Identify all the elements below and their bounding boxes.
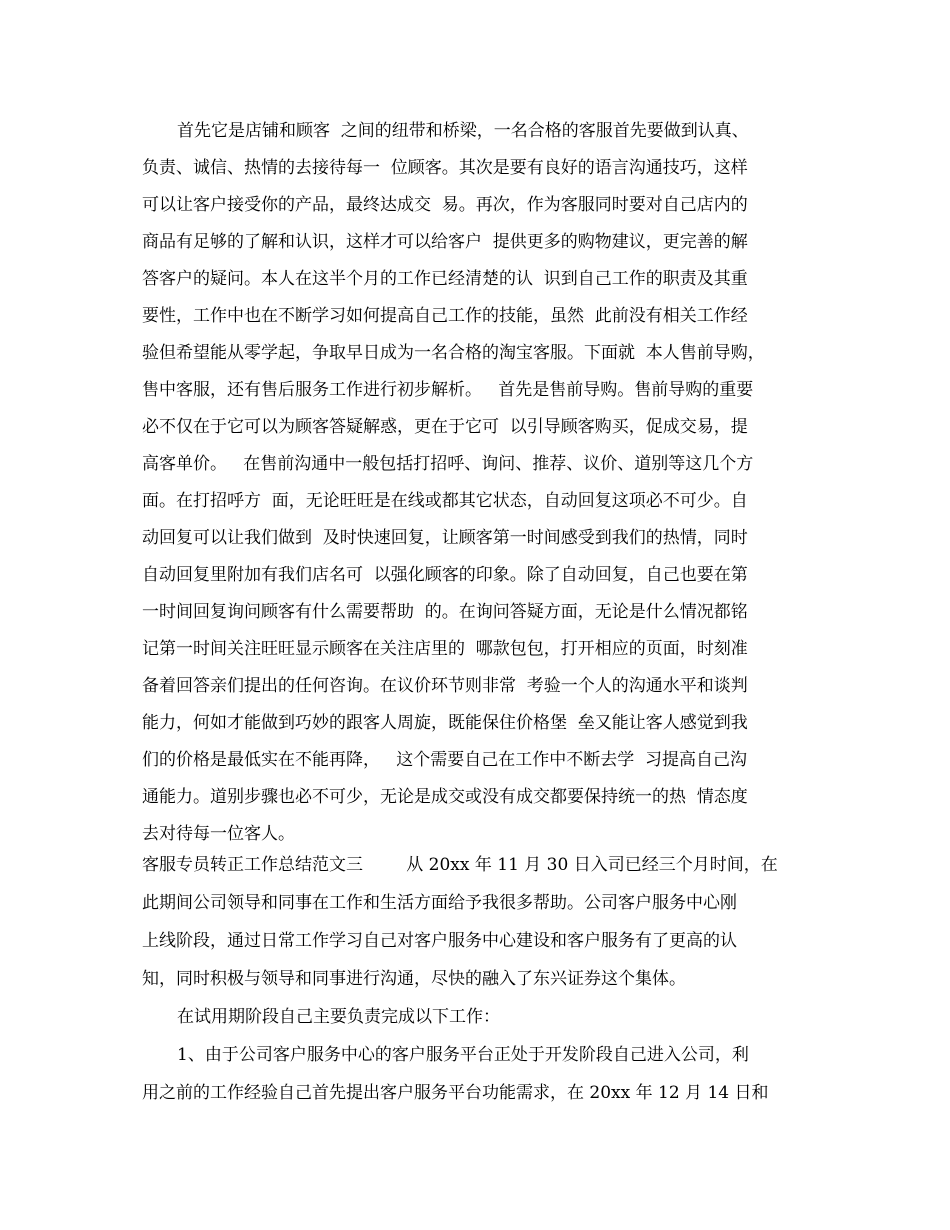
text-line: 自动回复里附加有我们店名可 以强化顾客的印象。除了自动回复，自己也要在第 [142, 565, 748, 585]
text-line: 动回复可以让我们做到 及时快速回复，让顾客第一时间感受到我们的热情，同时 [142, 528, 748, 548]
list-item-line: 1、由于公司客户服务中心的客户服务平台正处于开发阶段自己进入公司，利 [177, 1045, 749, 1065]
text-line: 上线阶段，通过日常工作学习自己对客户服务中心建设和客户服务有了更高的认 [142, 931, 737, 951]
text-line: 在试用期阶段自己主要负责完成以下工作： [177, 1007, 500, 1027]
text-line: 通能力。道别步骤也必不可少，无论是成交或没有成交都要保持统一的热 情态度 [142, 787, 748, 807]
text-line: 要性，工作中也在不断学习如何提高自己工作的技能，虽然 此前没有相关工作经 [142, 306, 748, 326]
text-line: 用之前的工作经验自己首先提出客户服务平台功能需求，在 20xx 年 12 月 14 日和 [142, 1083, 769, 1103]
text-line: 负责、诚信、热情的去接待每一 位顾客。其次是要有良好的语言沟通技巧，这样 [142, 158, 748, 178]
text-line: 可以让客户接受你的产品，最终达成交 易。再次，作为客服同时要对自己店内的 [142, 195, 748, 215]
text-line: 商品有足够的了解和认识，这样才可以给客户 提供更多的购物建议，更完善的解 [142, 232, 748, 252]
text-line: 高客单价。 在售前沟通中一般包括打招呼、询问、推荐、议价、道别等这几个方 [142, 454, 754, 474]
text-line: 记第一时间关注旺旺显示顾客在关注店里的 哪款包包，打开相应的页面，时刻准 [142, 639, 748, 659]
text-line: 售中客服，还有售后服务工作进行初步解析。 首先是售前导购。售前导购的重要 [142, 380, 754, 400]
text-line: 此期间公司领导和同事在工作和生活方面给予我很多帮助。公司客户服务中心刚 [142, 893, 737, 913]
text-line: 们的价格是最低实在不能再降， 这个需要自己在工作中不断去学 习提高自己沟 [142, 750, 748, 770]
text-line: 验但希望能从零学起，争取早日成为一名合格的淘宝客服。下面就 本人售前导购， [142, 343, 765, 363]
text-line: 必不仅在于它可以为顾客答疑解惑，更在于它可 以引导顾客购买，促成交易，提 [142, 417, 748, 437]
text-line: 去对待每一位客人。 [142, 824, 295, 844]
text-line: 答客户的疑问。本人在这半个月的工作已经清楚的认 识到自己工作的职责及其重 [142, 269, 748, 289]
section-heading-line: 客服专员转正工作总结范文三 从 20xx 年 11 月 30 日入司已经三个月时间，在 [142, 855, 778, 875]
text-line: 面。在打招呼方 面，无论旺旺是在线或都其它状态，自动回复这项必不可少。自 [142, 491, 748, 511]
text-line: 一时间回复询问顾客有什么需要帮助 的。在询问答疑方面，无论是什么情况都铭 [142, 602, 748, 622]
text-line: 备着回答亲们提出的任何咨询。在议价环节则非常 考验一个人的沟通水平和谈判 [142, 676, 748, 696]
text-line: 首先它是店铺和顾客 之间的纽带和桥梁，一名合格的客服首先要做到认真、 [177, 121, 749, 141]
text-line: 知，同时积极与领导和同事进行沟通，尽快的融入了东兴证券这个集体。 [142, 969, 686, 989]
text-line: 能力，何如才能做到巧妙的跟客人周旋，既能保住价格堡 垒又能让客人感觉到我 [142, 713, 748, 733]
